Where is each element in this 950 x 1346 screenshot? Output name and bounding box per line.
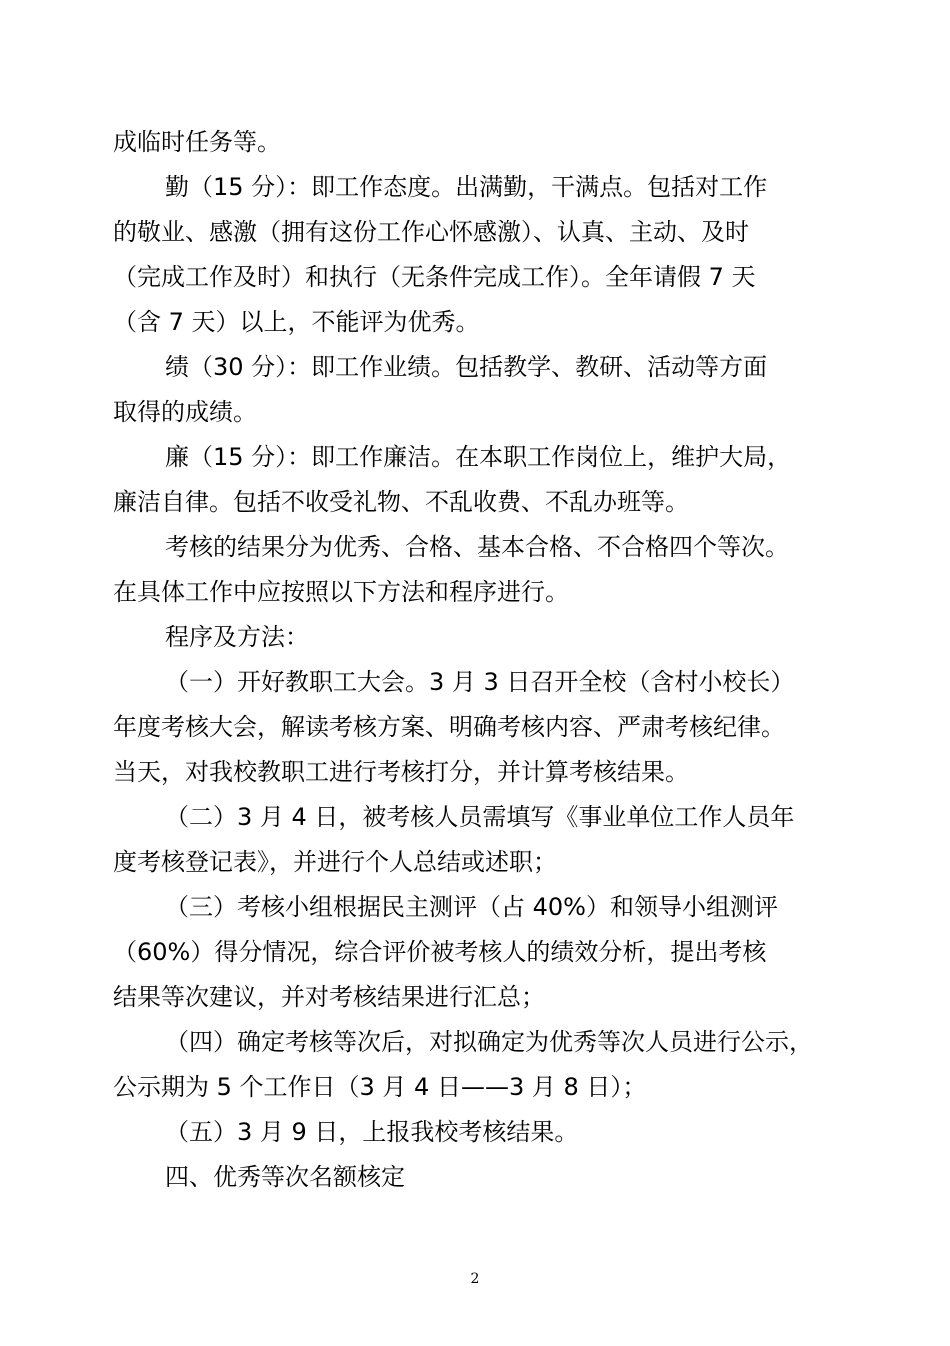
text-line: 勤（15 分）：即工作态度。出满勤，干满点。包括对工作	[165, 173, 768, 201]
text-line: 取得的成绩。	[113, 398, 257, 426]
text-line: 廉（15 分）：即工作廉洁。在本职工作岗位上，维护大局，	[165, 443, 792, 471]
text-line: 公示期为 5 个工作日（3 月 4 日——3 月 8 日）；	[113, 1073, 647, 1101]
text-line: 的敬业、感激（拥有这份工作心怀感激）、认真、主动、及时	[113, 218, 749, 246]
text-line: 成临时任务等。	[113, 128, 281, 156]
section-heading: 程序及方法：	[165, 623, 309, 651]
text-line: （四）确定考核等次后，对拟确定为优秀等次人员进行公示，	[165, 1028, 813, 1056]
section-heading: 四、优秀等次名额核定	[165, 1163, 405, 1191]
text-line: 在具体工作中应按照以下方法和程序进行。	[113, 578, 569, 606]
page-number: 2	[470, 1271, 480, 1287]
text-line: 廉洁自律。包括不收受礼物、不乱收费、不乱办班等。	[113, 488, 689, 516]
text-line: （二）3 月 4 日，被考核人员需填写《事业单位工作人员年	[165, 803, 795, 831]
text-line: 当天，对我校教职工进行考核打分，并计算考核结果。	[113, 758, 689, 786]
text-line: （一）开好教职工大会。3 月 3 日召开全校（含村小校长）	[165, 668, 795, 696]
text-line: （含 7 天）以上，不能评为优秀。	[113, 308, 480, 336]
text-line: 考核的结果分为优秀、合格、基本合格、不合格四个等次。	[165, 533, 789, 561]
text-line: 年度考核大会，解读考核方案、明确考核内容、严肃考核纪律。	[113, 713, 785, 741]
text-line: （五）3 月 9 日，上报我校考核结果。	[165, 1118, 579, 1146]
text-line: 度考核登记表》，并进行个人总结或述职；	[113, 848, 557, 876]
text-line: 结果等次建议，并对考核结果进行汇总；	[113, 983, 545, 1011]
text-line: （三）考核小组根据民主测评（占 40%）和领导小组测评	[165, 893, 778, 921]
text-line: （完成工作及时）和执行（无条件完成工作）。全年请假 7 天	[113, 263, 756, 291]
text-line: （60%）得分情况，综合评价被考核人的绩效分析，提出考核	[113, 938, 767, 966]
text-line: 绩（30 分）：即工作业绩。包括教学、教研、活动等方面	[165, 353, 768, 381]
